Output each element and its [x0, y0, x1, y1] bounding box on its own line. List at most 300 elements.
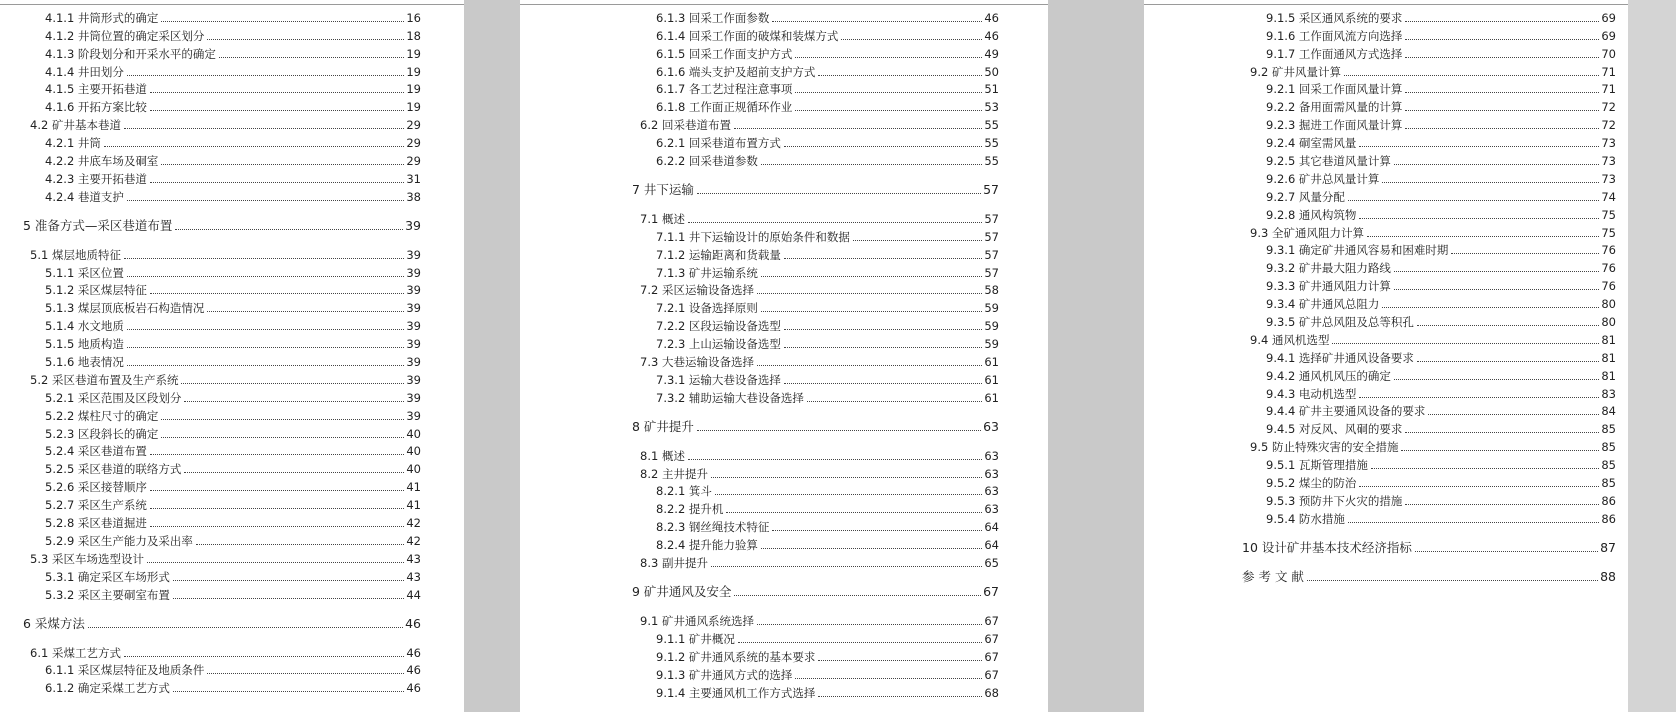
toc-entry[interactable] [1144, 311, 1628, 329]
toc-entry-title: 7.2.1 设备选择原则 [656, 301, 758, 316]
toc-entry[interactable] [1144, 114, 1628, 132]
toc-entry-page-number: 39 [406, 265, 421, 280]
toc-entry-title: 7.2 采区运输设备选择 [640, 283, 754, 298]
dot-leader [818, 74, 982, 76]
toc-entry-page-number: 80 [1601, 315, 1616, 330]
toc-entry-page-number: 71 [1601, 64, 1616, 79]
toc-entry[interactable] [520, 351, 1048, 369]
dot-leader [795, 677, 982, 679]
toc-entry[interactable] [0, 132, 464, 150]
document-page-2 [520, 0, 1048, 712]
dot-leader [150, 525, 404, 527]
toc-entry[interactable] [520, 262, 1048, 280]
toc-entry[interactable] [0, 566, 464, 584]
toc-entry[interactable] [1144, 454, 1628, 472]
toc-entry[interactable] [0, 613, 464, 631]
toc-entry[interactable] [1144, 96, 1628, 114]
toc-entry-title: 5 准备方式—采区巷道布置 [23, 217, 173, 233]
toc-entry-title: 7 井下运输 [632, 182, 694, 198]
toc-entry[interactable] [0, 548, 464, 566]
toc-entry[interactable] [0, 168, 464, 186]
toc-entry-page-number: 67 [984, 649, 999, 664]
toc-entry[interactable] [520, 498, 1048, 516]
toc-entry[interactable] [0, 79, 464, 97]
toc-entry-page-number: 19 [406, 100, 421, 115]
toc-entry-title: 4.1.2 井筒位置的确定采区划分 [45, 28, 205, 43]
toc-entry-title: 5.2.3 区段斜长的确定 [45, 426, 159, 441]
toc-entry-title: 6.2.1 回采巷道布置方式 [656, 136, 781, 151]
toc-entry[interactable] [0, 315, 464, 333]
toc-entry-page-number: 61 [984, 390, 999, 405]
toc-entry-page-number: 39 [406, 319, 421, 334]
toc-entry[interactable] [0, 114, 464, 132]
toc-entry[interactable] [520, 244, 1048, 262]
toc-entry[interactable] [520, 96, 1048, 114]
dot-leader [1405, 503, 1599, 505]
toc-entry-title: 5.3.2 采区主要硐室布置 [45, 587, 170, 602]
toc-entry-page-number: 29 [406, 118, 421, 133]
toc-entry[interactable] [520, 481, 1048, 499]
toc-entry[interactable] [0, 512, 464, 530]
toc-entry[interactable] [1144, 401, 1628, 419]
toc-entry[interactable] [520, 534, 1048, 552]
toc-entry-title: 9.5.2 煤尘的防治 [1266, 476, 1357, 491]
dot-leader [161, 418, 404, 420]
toc-entry-page-number: 63 [984, 502, 999, 517]
toc-entry-page-number: 75 [1601, 225, 1616, 240]
dot-leader [697, 192, 981, 194]
dot-leader [1382, 181, 1599, 183]
toc-entry[interactable] [0, 297, 464, 315]
toc-entry-title: 参 考 文 献 [1242, 568, 1304, 584]
toc-entry[interactable] [1144, 132, 1628, 150]
dot-leader [196, 543, 404, 545]
toc-entry-page-number: 81 [1601, 332, 1616, 347]
toc-entry-page-number: 81 [1601, 350, 1616, 365]
toc-entry-title: 5.2.6 采区接替顺序 [45, 480, 147, 495]
dot-leader [784, 382, 982, 384]
dot-leader [127, 346, 404, 348]
toc-entry-page-number: 42 [406, 533, 421, 548]
dot-leader [1405, 109, 1599, 111]
dot-leader [1405, 20, 1599, 22]
toc-entry-page-number: 76 [1601, 279, 1616, 294]
toc-entry-title: 9.4.3 电动机选型 [1266, 386, 1357, 401]
toc-entry-title: 8.2.2 提升机 [656, 502, 724, 517]
dot-leader [124, 127, 404, 129]
toc-entry-title: 6 采煤方法 [23, 615, 85, 631]
toc-entry-title: 9.3.4 矿井通风总阻力 [1266, 297, 1380, 312]
toc-entry-title: 4.1.5 主要开拓巷道 [45, 82, 147, 97]
dot-leader [173, 579, 404, 581]
toc-entry-page-number: 63 [984, 484, 999, 499]
dot-leader [1405, 431, 1599, 433]
toc-entry-title: 8.1 概述 [640, 448, 685, 463]
dot-leader [818, 695, 982, 697]
toc-entry-title: 5.3.1 确定采区车场形式 [45, 569, 170, 584]
dot-leader [173, 690, 404, 692]
toc-entry[interactable] [520, 628, 1048, 646]
toc-entry[interactable] [1144, 329, 1628, 347]
toc-entry-title: 9.1 矿井通风系统选择 [640, 613, 754, 628]
toc-entry-page-number: 67 [984, 613, 999, 628]
toc-entry[interactable] [1144, 7, 1628, 25]
toc-entry[interactable] [0, 494, 464, 512]
toc-entry[interactable] [520, 552, 1048, 570]
toc-column [1144, 7, 1628, 595]
toc-entry-page-number: 57 [984, 247, 999, 262]
dot-leader [761, 163, 982, 165]
toc-entry[interactable] [1144, 347, 1628, 365]
toc-entry-title: 7.1.3 矿井运输系统 [656, 265, 758, 280]
dot-leader [1417, 324, 1599, 326]
dot-leader [1332, 342, 1599, 344]
toc-entry[interactable] [0, 333, 464, 351]
toc-entry[interactable] [0, 244, 464, 262]
toc-entry[interactable] [1144, 168, 1628, 186]
dot-leader [127, 199, 404, 201]
dot-leader [175, 228, 403, 230]
toc-entry-page-number: 63 [984, 448, 999, 463]
toc-entry-title: 7.3 大巷运输设备选择 [640, 355, 754, 370]
middle-gutter [1048, 0, 1144, 712]
toc-entry[interactable] [0, 186, 464, 204]
toc-entry[interactable] [1144, 186, 1628, 204]
dot-leader [127, 275, 404, 277]
toc-entry[interactable] [0, 150, 464, 168]
toc-entry-page-number: 86 [1601, 511, 1616, 526]
dot-leader [207, 38, 404, 40]
toc-entry-page-number: 74 [1601, 189, 1616, 204]
toc-column [520, 7, 1048, 700]
toc-entry-title: 5.2.1 采区范围及区段划分 [45, 390, 182, 405]
toc-entry[interactable] [520, 682, 1048, 700]
toc-entry-page-number: 76 [1601, 243, 1616, 258]
toc-entry-page-number: 72 [1601, 100, 1616, 115]
toc-entry-title: 9.2.5 其它巷道风量计算 [1266, 154, 1391, 169]
toc-entry-page-number: 64 [984, 520, 999, 535]
toc-entry[interactable] [520, 416, 1048, 434]
toc-entry-title: 6.1.3 回采工作面参数 [656, 10, 770, 25]
toc-entry-page-number: 57 [984, 229, 999, 244]
dot-leader [853, 239, 982, 241]
toc-entry[interactable] [1144, 222, 1628, 240]
toc-entry-title: 9.1.4 主要通风机工作方式选择 [656, 685, 816, 700]
dot-leader [181, 382, 404, 384]
toc-entry-page-number: 84 [1601, 404, 1616, 419]
toc-entry[interactable] [0, 262, 464, 280]
dot-leader [784, 257, 982, 259]
toc-entry[interactable] [0, 7, 464, 25]
toc-entry-page-number: 19 [406, 64, 421, 79]
toc-entry[interactable] [0, 405, 464, 423]
dot-leader [1405, 91, 1599, 93]
toc-entry-page-number: 58 [984, 283, 999, 298]
dot-leader [1367, 235, 1599, 237]
toc-entry-page-number: 53 [984, 100, 999, 115]
toc-entry[interactable] [520, 646, 1048, 664]
toc-entry[interactable] [1144, 418, 1628, 436]
toc-entry-title: 7.1.1 井下运输设计的原始条件和数据 [656, 229, 850, 244]
dot-leader [807, 400, 982, 402]
dot-leader [1359, 396, 1599, 398]
toc-entry-page-number: 55 [984, 136, 999, 151]
toc-entry[interactable] [1144, 25, 1628, 43]
dot-leader [127, 364, 404, 366]
dot-leader [124, 655, 404, 657]
dot-leader [1348, 199, 1599, 201]
toc-entry-title: 5.2.4 采区巷道布置 [45, 444, 147, 459]
toc-entry[interactable] [0, 215, 464, 233]
toc-entry-title: 4.1.4 井田划分 [45, 64, 124, 79]
toc-entry-title: 9.5 防止特殊灾害的安全措施 [1250, 440, 1399, 455]
toc-entry[interactable] [0, 387, 464, 405]
toc-entry-page-number: 49 [984, 46, 999, 61]
toc-entry-title: 9.1.6 工作面风流方向选择 [1266, 28, 1403, 43]
toc-entry[interactable] [0, 25, 464, 43]
toc-entry-title: 6.1 采煤工艺方式 [30, 645, 121, 660]
toc-entry[interactable] [520, 25, 1048, 43]
toc-entry-page-number: 81 [1601, 368, 1616, 383]
toc-entry[interactable] [1144, 61, 1628, 79]
toc-entry-title: 6.2 回采巷道布置 [640, 118, 731, 133]
toc-entry[interactable] [1144, 508, 1628, 526]
toc-entry-title: 4.2.4 巷道支护 [45, 189, 124, 204]
toc-entry[interactable] [520, 114, 1048, 132]
toc-entry-page-number: 39 [406, 355, 421, 370]
dot-leader [104, 145, 404, 147]
toc-entry[interactable] [0, 351, 464, 369]
toc-entry[interactable] [0, 369, 464, 387]
toc-entry-page-number: 73 [1601, 154, 1616, 169]
toc-entry[interactable] [1144, 240, 1628, 258]
toc-entry[interactable] [520, 463, 1048, 481]
toc-entry-title: 9.1.2 矿井通风系统的基本要求 [656, 649, 816, 664]
toc-entry[interactable] [1144, 472, 1628, 490]
toc-entry-page-number: 61 [984, 355, 999, 370]
toc-entry[interactable] [0, 476, 464, 494]
dot-leader [1307, 579, 1598, 581]
toc-entry[interactable] [0, 61, 464, 79]
toc-entry[interactable] [1144, 275, 1628, 293]
toc-entry[interactable] [520, 7, 1048, 25]
toc-entry-page-number: 19 [406, 46, 421, 61]
toc-entry[interactable] [1144, 490, 1628, 508]
toc-entry-title: 8.2.3 钢丝绳技术特征 [656, 520, 770, 535]
toc-entry[interactable] [0, 280, 464, 298]
toc-entry-page-number: 29 [406, 154, 421, 169]
dot-leader [150, 453, 404, 455]
toc-entry-page-number: 46 [406, 681, 421, 696]
toc-entry-title: 9.4.4 矿井主要通风设备的要求 [1266, 404, 1426, 419]
toc-entry-title: 9.1.5 采区通风系统的要求 [1266, 10, 1403, 25]
toc-entry[interactable] [1144, 150, 1628, 168]
toc-entry-title: 9.3.5 矿井总风阻及总等积孔 [1266, 315, 1414, 330]
toc-entry-page-number: 80 [1601, 297, 1616, 312]
toc-entry-page-number: 57 [984, 265, 999, 280]
toc-entry-page-number: 72 [1601, 118, 1616, 133]
dot-leader [127, 328, 404, 330]
toc-entry[interactable] [520, 179, 1048, 197]
toc-entry-page-number: 16 [406, 10, 421, 25]
toc-entry-title: 6.1.8 工作面正规循环作业 [656, 100, 793, 115]
toc-entry[interactable] [520, 387, 1048, 405]
toc-entry-title: 9.1.7 工作面通风方式选择 [1266, 46, 1403, 61]
toc-entry[interactable] [1144, 79, 1628, 97]
toc-entry-page-number: 71 [1601, 82, 1616, 97]
toc-entry[interactable] [0, 458, 464, 476]
toc-entry-page-number: 43 [406, 551, 421, 566]
toc-entry[interactable] [520, 445, 1048, 463]
toc-entry-page-number: 38 [406, 189, 421, 204]
toc-entry[interactable] [520, 132, 1048, 150]
toc-entry-page-number: 86 [1601, 493, 1616, 508]
toc-entry[interactable] [0, 43, 464, 61]
toc-entry-page-number: 43 [406, 569, 421, 584]
dot-leader [150, 507, 404, 509]
toc-entry[interactable] [1144, 566, 1628, 584]
toc-entry-title: 5.1.6 地表情况 [45, 355, 124, 370]
toc-entry-title: 7.3.1 运输大巷设备选择 [656, 372, 781, 387]
toc-entry-page-number: 19 [406, 82, 421, 97]
dot-leader [1405, 56, 1599, 58]
toc-entry-title: 8.2.4 提升能力验算 [656, 538, 758, 553]
toc-entry-title: 4.2 矿井基本巷道 [30, 118, 121, 133]
toc-entry-page-number: 64 [984, 538, 999, 553]
dot-leader [150, 489, 404, 491]
dot-leader [1401, 449, 1599, 451]
toc-entry[interactable] [520, 610, 1048, 628]
toc-entry-page-number: 88 [1600, 568, 1616, 584]
toc-entry[interactable] [520, 664, 1048, 682]
toc-entry[interactable] [0, 660, 464, 678]
toc-entry-title: 4.1.3 阶段划分和开采水平的确定 [45, 46, 216, 61]
toc-entry-title: 9.4.5 对反风、风硐的要求 [1266, 422, 1403, 437]
toc-entry-title: 8 矿井提升 [632, 418, 694, 434]
toc-entry[interactable] [520, 280, 1048, 298]
dot-leader [184, 471, 404, 473]
dot-leader [161, 163, 404, 165]
toc-entry-page-number: 39 [406, 408, 421, 423]
toc-entry-title: 4.2.3 主要开拓巷道 [45, 171, 147, 186]
dot-leader [173, 597, 404, 599]
dot-leader [734, 594, 981, 596]
toc-entry-title: 9.2.2 备用面需风量的计算 [1266, 100, 1403, 115]
toc-entry[interactable] [0, 530, 464, 548]
toc-entry-page-number: 87 [1600, 539, 1616, 555]
dot-leader [1415, 550, 1598, 552]
toc-entry-title: 5.2 采区巷道布置及生产系统 [30, 372, 179, 387]
toc-entry[interactable] [0, 441, 464, 459]
toc-entry[interactable] [520, 150, 1048, 168]
toc-entry[interactable] [1144, 436, 1628, 454]
toc-entry[interactable] [520, 333, 1048, 351]
dot-leader [715, 493, 982, 495]
toc-entry-title: 9.1.3 矿井通风方式的选择 [656, 667, 793, 682]
toc-entry[interactable] [520, 79, 1048, 97]
toc-entry[interactable] [0, 677, 464, 695]
toc-entry-page-number: 46 [406, 645, 421, 660]
dot-leader [207, 310, 404, 312]
toc-entry-title: 9.5.1 瓦斯管理措施 [1266, 458, 1368, 473]
toc-entry-title: 9.3 全矿通风阻力计算 [1250, 225, 1364, 240]
dot-leader [841, 38, 982, 40]
dot-leader [1394, 163, 1599, 165]
toc-entry-page-number: 68 [984, 685, 999, 700]
toc-entry-title: 9.2 矿井风量计算 [1250, 64, 1341, 79]
dot-leader [150, 109, 404, 111]
toc-entry[interactable] [520, 516, 1048, 534]
toc-entry-title: 4.1.1 井筒形式的确定 [45, 10, 159, 25]
toc-entry[interactable] [520, 43, 1048, 61]
toc-entry-page-number: 63 [983, 418, 999, 434]
toc-entry-page-number: 46 [984, 28, 999, 43]
page-header-rule [0, 4, 464, 5]
toc-entry-page-number: 85 [1601, 458, 1616, 473]
toc-entry[interactable] [0, 642, 464, 660]
dot-leader [1394, 270, 1599, 272]
toc-entry-page-number: 73 [1601, 136, 1616, 151]
toc-entry[interactable] [520, 226, 1048, 244]
toc-entry-title: 5.1.3 煤层顶底板岩石构造情况 [45, 301, 205, 316]
toc-entry-page-number: 39 [406, 247, 421, 262]
toc-entry[interactable] [1144, 43, 1628, 61]
toc-entry[interactable] [0, 584, 464, 602]
toc-entry-title: 5.1.5 地质构造 [45, 337, 124, 352]
toc-entry-title: 9.4.1 选择矿井通风设备要求 [1266, 350, 1414, 365]
toc-entry-page-number: 40 [406, 444, 421, 459]
toc-entry-page-number: 39 [406, 390, 421, 405]
toc-entry[interactable] [0, 96, 464, 114]
dot-leader [1359, 485, 1599, 487]
dot-leader [147, 561, 404, 563]
toc-entry[interactable] [1144, 537, 1628, 555]
toc-entry[interactable] [520, 297, 1048, 315]
toc-entry[interactable] [520, 315, 1048, 333]
toc-entry[interactable] [1144, 257, 1628, 275]
toc-entry-page-number: 39 [406, 372, 421, 387]
dot-leader [761, 275, 982, 277]
toc-entry-page-number: 39 [405, 217, 421, 233]
toc-entry[interactable] [1144, 293, 1628, 311]
toc-entry[interactable] [1144, 204, 1628, 222]
toc-entry-page-number: 59 [984, 301, 999, 316]
toc-entry-page-number: 39 [406, 337, 421, 352]
toc-entry[interactable] [520, 581, 1048, 599]
dot-leader [757, 292, 982, 294]
dot-leader [184, 400, 404, 402]
toc-entry[interactable] [520, 369, 1048, 387]
dot-leader [697, 429, 981, 431]
toc-entry[interactable] [0, 423, 464, 441]
dot-leader [150, 292, 404, 294]
toc-entry[interactable] [520, 61, 1048, 79]
toc-entry[interactable] [1144, 383, 1628, 401]
toc-entry-title: 9.3.2 矿井最大阻力路线 [1266, 261, 1391, 276]
toc-entry-title: 7.2.2 区段运输设备选型 [656, 319, 781, 334]
toc-entry-title: 5.2.9 采区生产能力及采出率 [45, 533, 193, 548]
toc-entry-page-number: 55 [984, 154, 999, 169]
toc-entry-title: 9.2.1 回采工作面风量计算 [1266, 82, 1403, 97]
toc-entry[interactable] [1144, 365, 1628, 383]
toc-entry[interactable] [520, 208, 1048, 226]
toc-entry-title: 6.1.2 确定采煤工艺方式 [45, 681, 170, 696]
toc-entry-title: 7.1 概述 [640, 211, 685, 226]
toc-entry-title: 6.2.2 回采巷道参数 [656, 154, 758, 169]
dot-leader [757, 623, 982, 625]
dot-leader [734, 127, 982, 129]
dot-leader [1359, 217, 1599, 219]
